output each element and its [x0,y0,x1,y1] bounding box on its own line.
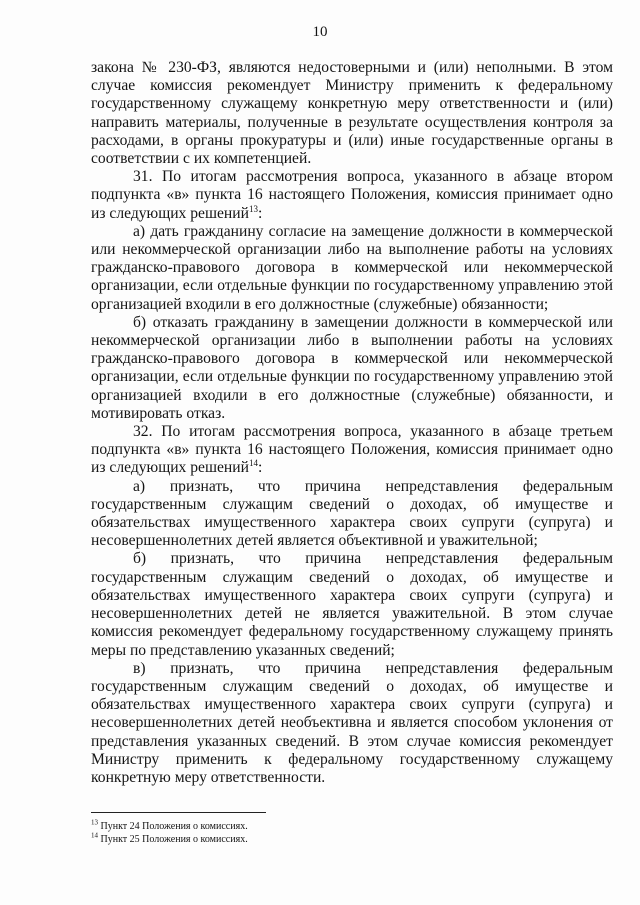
paragraph-32-c [91,660,613,787]
paragraph-tail: : [257,204,263,222]
paragraph-32 [91,423,613,478]
footnote-text: Пункт 24 Положения о комиссиях. [100,821,248,832]
footnote-mark: 13 [91,818,98,827]
footnote-13 [91,820,391,833]
footnote-ref-14: 14 [248,458,258,469]
paragraph-text: а) дать гражданину согласие на замещение должности в коммерческой или некоммерческой организации либо на выполнение работы на условиях гражданско-правового договора в коммерческой или некоммерческой организации, если отдельные функции по государственному управлению этой организацией входили в его должностные (служебные) обязанности; [91,222,613,313]
paragraph-32-b [91,550,613,659]
document-body [91,59,613,787]
footnote-text: Пункт 25 Положения о комиссиях. [100,834,248,845]
paragraph-text: 31. По итогам рассмотрения вопроса, указанного в абзаце втором подпункта «в» пункта 16 настоящего Положения, комиссия принимает одно из следующих решений [91,168,613,222]
paragraph-text: б) признать, что причина непредставления федеральным государственным служащим сведений о доходах, об имуществе и обязательствах имущественного характера своих супруги (супруга) и несовершеннолетних детей не является уважительной. В этом случае комиссия рекомендует федеральному государственному служащему принять меры по представлению указанных сведений; [91,550,613,659]
paragraph-text: в) признать, что причина непредставления федеральным государственным служащим сведений о доходах, об имуществе и обязательствах имущественного характера своих супруги (супруга) и несовершеннолетних детей необъективна и является способом уклонения от представления указанных сведений. В этом случае комиссия рекомендует Министру применить к федеральному государственному служащему конкретную меру ответственности. [91,659,613,786]
footnote-divider [91,812,266,813]
footnote-mark: 14 [91,831,98,840]
paragraph-text: закона № 230-ФЗ, являются недостоверными и (или) неполными. В этом случае комиссия рекомендует Министру применить к федеральному государственному служащему конкретную меру ответственности и (или) направить материалы, полученные в результате осуществления контроля за расходами, в органы прокуратуры и (или) иные государственные органы в соответствии с их компетенцией. [91,59,613,168]
paragraph-text: а) признать, что причина непредставления федеральным государственным служащим сведений о доходах, об имуществе и обязательствах имущественного характера своих супруги (супруга) и несовершеннолетних детей является объективной и уважительной; [91,477,613,550]
paragraph-tail: : [257,459,263,477]
page-number: 10 [312,24,328,40]
paragraph-continuation [91,59,613,168]
paragraph-32-a [91,478,613,551]
footnote-14 [91,833,391,846]
paragraph-31 [91,168,613,223]
paragraph-31-a [91,223,613,314]
paragraph-31-b [91,314,613,423]
footnote-ref-13: 13 [248,203,258,214]
paragraph-text: б) отказать гражданину в замещении должности в коммерческой или некоммерческой организации либо в выполнении работы на условиях гражданско-правового договора в коммерческой или некоммерческой организации, если отдельные функции по государственному управлению этой организацией входили в его должностные (служебные) обязанности, и мотивировать отказ. [91,313,613,422]
footnotes [91,820,391,846]
paragraph-text: 32. По итогам рассмотрения вопроса, указанного в абзаце третьем подпункта «в» пункта 16 настоящего Положения, комиссия принимает одно из следующих решений [91,423,613,477]
